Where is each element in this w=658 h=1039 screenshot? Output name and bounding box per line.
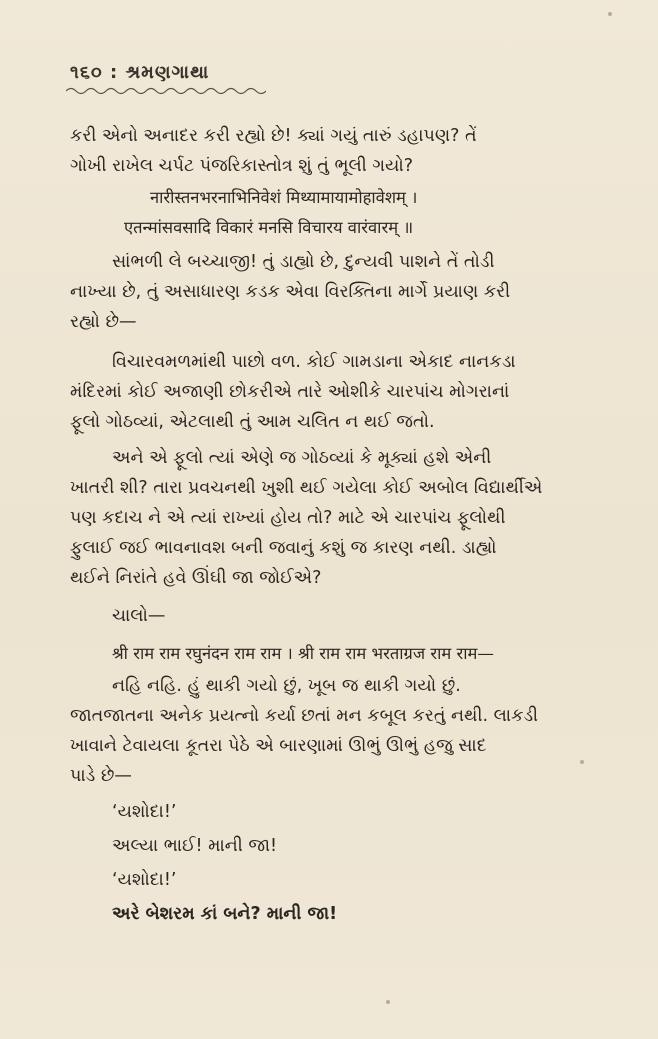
- text-line: અને એ ફૂલો ત્યાં એણે જ ગોઠવ્યાં કે મૂક્યાં હશે એની: [112, 448, 492, 468]
- text-line: નાખ્યા છે, તું અસાધારણ કડક એવા વિરક્તિના માર્ગે પ્રયાણ કરી: [70, 282, 511, 302]
- sanskrit-chant-line: श्री राम राम रघुनंदन राम राम । श्री राम राम भरताग्रज राम राम—: [112, 644, 494, 663]
- text-line: સાંભળી લે બચ્ચાજી! તું ડાહ્યો છે, દુન્યવી પાશને તેં તોડી: [112, 252, 495, 272]
- header-underline-ornament: [66, 86, 266, 96]
- sanskrit-verse-line: एतन्मांसवसादि विकारं मनसि विचारय वारंवारम् ॥: [124, 218, 414, 237]
- page-header: ૧૬૦ : શ્રમણગાથા: [70, 62, 210, 83]
- text-line: વિચારવમળમાંથી પાછો વળ. કોઈ ગામડાના એકાદ નાનકડા: [112, 352, 516, 372]
- text-line: પણ કદાચ ને એ ત્યાં રાખ્યાં હોય તો? માટે એ ચારપાંચ ફૂલોથી: [70, 508, 506, 528]
- text-line: નહિ નહિ. હું થાકી ગયો છું, ખૂબ જ થાકી ગયો છું.: [112, 676, 461, 696]
- text-line: ખાવાને ટેવાયલા કૂતરા પેઠે એ બારણામાં ઊભું ઊભું હજુ સાદ: [70, 736, 487, 756]
- paper-speck: [608, 12, 612, 16]
- paper-speck: [580, 760, 584, 764]
- text-line: ગોખી રાખેલ ચર્પટ પંજરિકાસ્તોત્ર શું તું ભૂલી ગયો?: [70, 156, 414, 176]
- text-line: થઈને નિરાંતે હવે ઊંઘી જા જોઈએ?: [70, 568, 322, 588]
- text-line: ફૂલો ગોઠવ્યાં, એટલાથી તું આમ ચલિત ન થઈ જતો.: [70, 412, 435, 432]
- dialogue-line: ‘યશોદા!’: [112, 870, 177, 890]
- text-line: રહ્યો છે—: [70, 312, 137, 332]
- text-line: જાતજાતના અનેક પ્રયત્નો કર્યા છતાં મન કબૂલ કરતું નથી. લાકડી: [70, 706, 539, 726]
- text-line: કરી એનો અનાદર કરી રહ્યો છે! ક્યાં ગયું તારું ડહાપણ? તેં: [70, 126, 477, 146]
- text-line: ચાલો—: [112, 606, 166, 626]
- text-line: ફુલાઈ જઈ ભાવનાવશ બની જવાનું કશું જ કારણ નથી. ડાહ્યો: [70, 538, 497, 558]
- text-line: પાડે છે—: [70, 766, 132, 786]
- dialogue-line: ‘યશોદા!’: [112, 802, 177, 822]
- dialogue-line: અરે બેશરમ કાં બને? માની જા!: [112, 904, 338, 924]
- sanskrit-verse-line: नारीस्तनभरनाभिनिवेशं मिथ्यामायामोहावेशम् ।: [150, 188, 418, 207]
- text-line: મંદિરમાં કોઈ અજાણી છોકરીએ તારે ઓશીકે ચારપાંચ મોગરાનાં: [70, 382, 510, 402]
- dialogue-line: અલ્યા ભાઈ! માની જા!: [112, 836, 278, 856]
- paper-speck: [386, 1000, 390, 1004]
- text-line: ખાતરી શી? તારા પ્રવચનથી ખુશી થઈ ગયેલા કોઈ અબોલ વિદ્યાર્થીએ: [70, 478, 543, 498]
